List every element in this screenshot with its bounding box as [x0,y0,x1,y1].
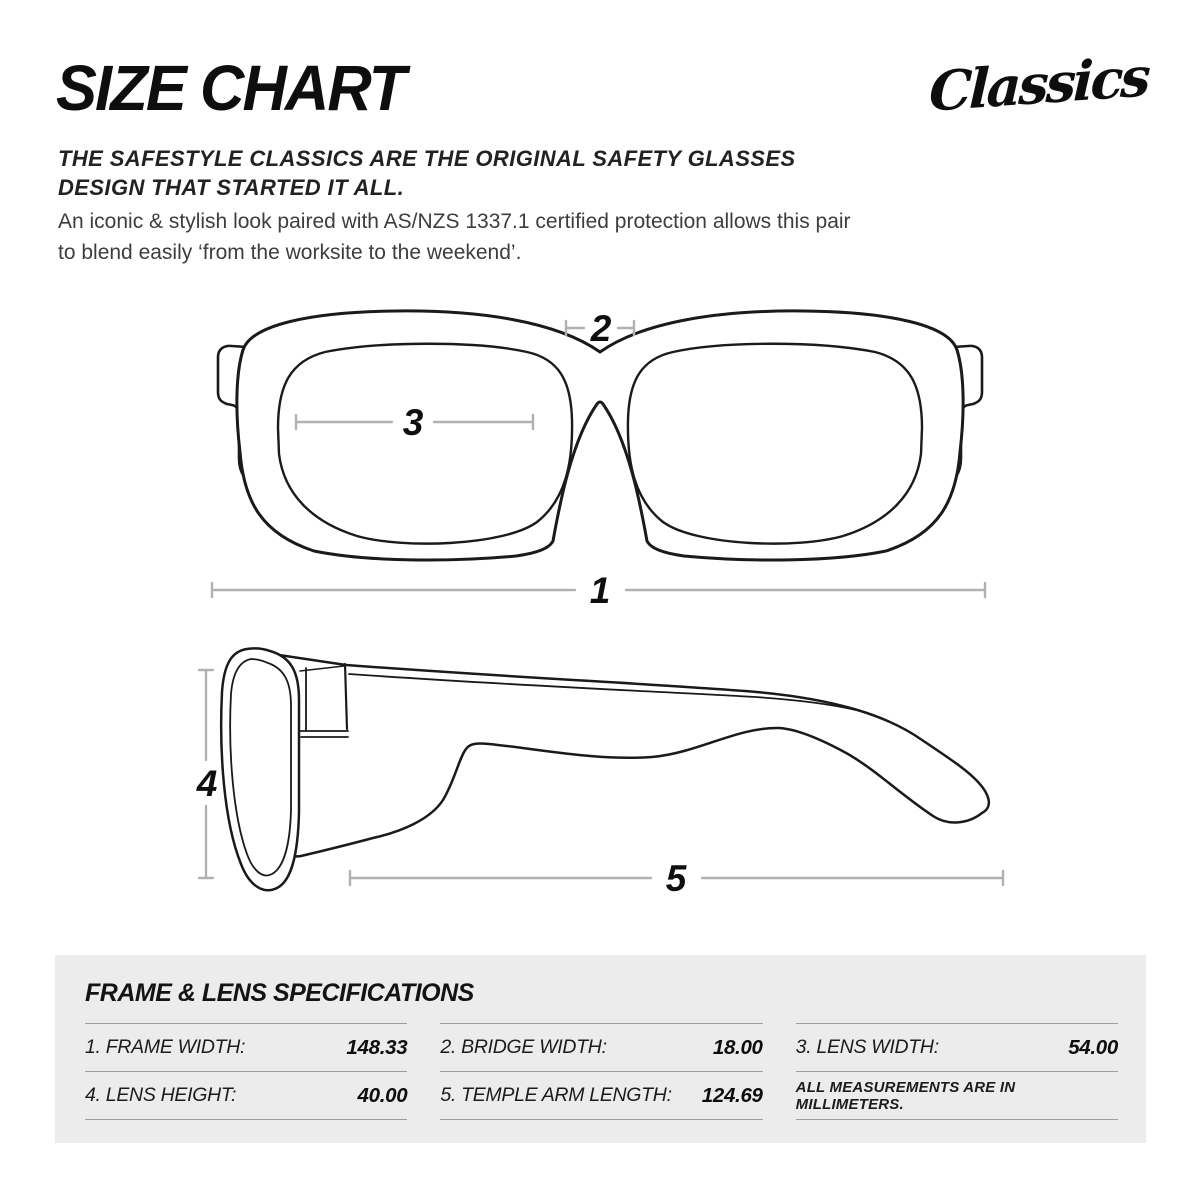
spec-grid [85,1023,1118,1120]
spec-lens-height-label: 4. LENS HEIGHT: [85,1084,237,1106]
intro-heading-line1: THE SAFESTYLE CLASSICS ARE THE ORIGINAL SAFETY GLASSES [58,146,796,171]
spec-units-note-cell [796,1071,1118,1120]
intro-body-line1: An iconic & stylish look paired with AS/NZS 1337.1 certified protection allows this pair [58,210,851,233]
spec-units-note: ALL MEASUREMENTS ARE IN MILLIMETERS. [795,1078,1016,1113]
intro-body-line2: to blend easily ‘from the worksite to the weekend’. [58,241,522,264]
spec-lens-width [796,1023,1118,1071]
marker-temple-arm-length [350,858,1003,899]
side-view [221,648,989,890]
spec-lens-height-value: 40.00 [357,1083,408,1107]
marker-lens-height-number: 4 [196,763,218,804]
brand-logo: Classics [928,44,1149,124]
spec-temple-arm-length-value: 124.69 [701,1083,763,1107]
spec-lens-height [85,1071,407,1120]
spec-frame-width-value: 148.33 [346,1035,408,1059]
spec-panel-title: FRAME & LENS SPECIFICATIONS [85,979,474,1007]
marker-bridge-width-number: 2 [590,308,612,349]
spec-temple-arm-length-label: 5. TEMPLE ARM LENGTH: [440,1084,672,1106]
marker-frame-width-number: 1 [589,570,611,611]
marker-frame-width [212,570,985,611]
marker-lens-height [196,670,218,878]
right-lens-outline [628,344,922,544]
spec-bridge-width-label: 2. BRIDGE WIDTH: [440,1036,607,1058]
marker-temple-arm-length-number: 5 [665,858,687,899]
spec-bridge-width-value: 18.00 [712,1035,763,1059]
spec-panel [55,955,1146,1143]
temple-arm-outline [252,651,989,856]
spec-frame-width [85,1023,407,1071]
spec-frame-width-label: 1. FRAME WIDTH: [85,1036,246,1058]
marker-lens-width-number: 3 [402,402,424,443]
intro-heading-line2: DESIGN THAT STARTED IT ALL. [58,175,405,200]
left-lens-outline [278,344,572,544]
spec-bridge-width [440,1023,762,1071]
spec-lens-width-label: 3. LENS WIDTH: [795,1036,939,1058]
page-title: SIZE CHART [56,52,405,124]
spec-lens-width-value: 54.00 [1068,1035,1118,1059]
spec-temple-arm-length [440,1071,762,1120]
